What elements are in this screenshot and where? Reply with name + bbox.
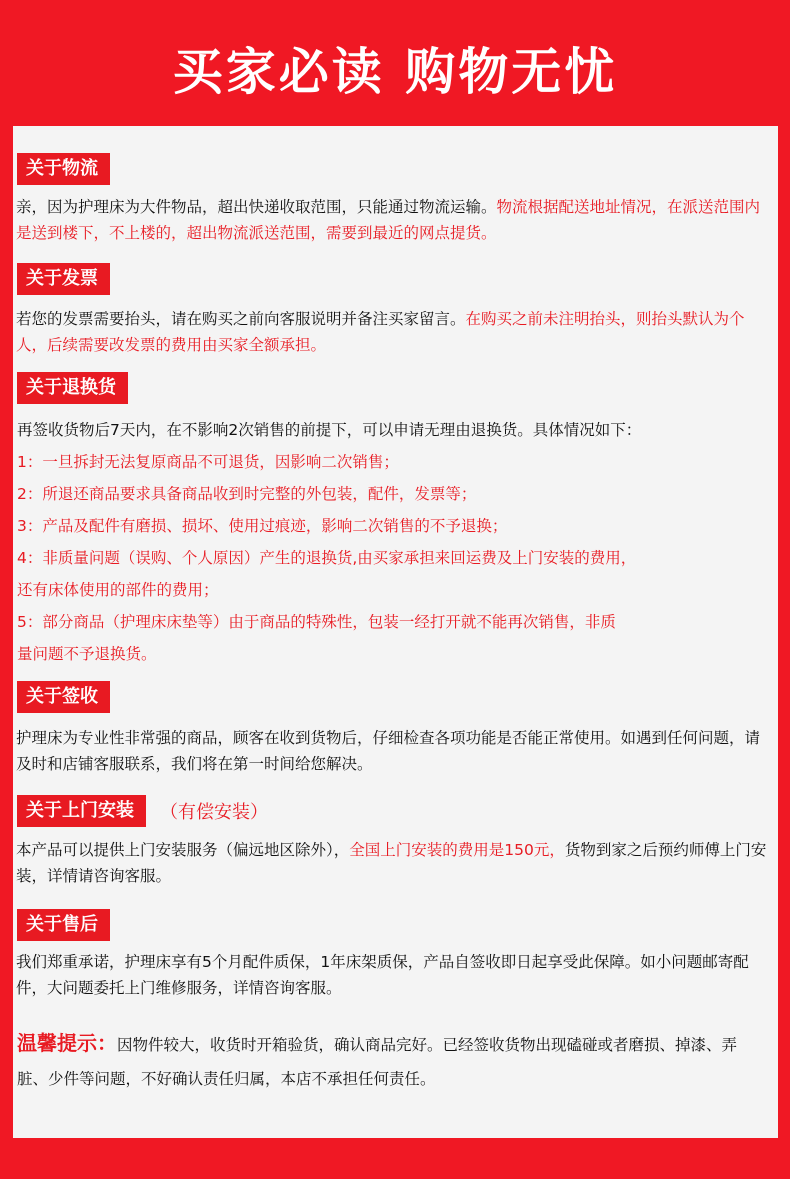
returns-item: 1：一旦拆封无法复原商品不可退货，因影响二次销售； [17, 453, 399, 471]
installation-text-black2: 货物到家之后预约师傅上门安装，详情请咨询客服。 [16, 841, 767, 885]
returns-header [17, 372, 128, 404]
returns-item: 4：非质量问题（误购、个人原因）产生的退换货,由买家承担来回运费及上门安装的费用， [17, 549, 637, 567]
returns-item: 还有床体使用的部件的费用； [17, 581, 219, 599]
aftersales-text: 我们郑重承诺，护理床享有5个月配件质保，1年床架质保，产品自签收即日起享受此保障。如小问题邮寄配件，大问题委托上门维修服务，详情咨询客服。 [16, 953, 749, 997]
tips-text: 因物件较大，收货时开箱验货，确认商品完好。已经签收货物出现磕碰或者磨损、掉漆、弄脏、少件等问题，不好确认责任归属，本店不承担任何责任。 [17, 1036, 738, 1088]
returns-intro: 再签收货物后7天内，在不影响2次销售的前提下，可以申请无理由退换货。具体情况如下： [17, 421, 642, 439]
invoice-header [17, 263, 110, 295]
returns-item: 2：所退还商品要求具备商品收到时完整的外包装，配件，发票等； [17, 485, 477, 503]
signing-header [17, 681, 110, 713]
tips [17, 1026, 767, 1096]
invoice-text-red: 在购买之前未注明抬头，则抬头默认为个人，后续需要改发票的费用由买家全额承担。 [16, 310, 745, 354]
aftersales-header [17, 909, 110, 941]
invoice-tag: 关于发票 [17, 263, 110, 295]
returns-list [17, 414, 767, 670]
invoice-text [16, 306, 774, 358]
returns-tag: 关于退换货 [17, 372, 128, 404]
signing-text: 护理床为专业性非常强的商品，顾客在收到货物后，仔细检查各项功能是否能正常使用。如遇到任何问题，请及时和店铺客服联系，我们将在第一时间给您解决。 [16, 729, 761, 773]
logistics-tag: 关于物流 [17, 153, 110, 185]
tips-label: 温馨提示： [17, 1031, 117, 1055]
logistics-text [16, 194, 774, 246]
invoice-text-black: 若您的发票需要抬头，请在购买之前向客服说明并备注买家留言。 [16, 310, 466, 328]
returns-item: 量问题不予退换货。 [17, 645, 157, 663]
logistics-header [17, 153, 110, 185]
installation-note: （有偿安装） [160, 802, 268, 823]
logistics-text-red: 物流根据配送地址情况，在派送范围内是送到楼下，不上楼的，超出物流派送范围，需要到最近的网点提货。 [16, 198, 761, 242]
page-title: 买家必读 购物无忧 [172, 43, 618, 101]
installation-header [17, 795, 268, 827]
logistics-text-black: 亲，因为护理床为大件物品，超出快递收取范围，只能通过物流运输。 [16, 198, 497, 216]
signing-tag: 关于签收 [17, 681, 110, 713]
aftersales-tag: 关于售后 [17, 909, 110, 941]
installation-text-black: 本产品可以提供上门安装服务（偏远地区除外）， [16, 841, 350, 859]
installation-text-red: 全国上门安装的费用是150元， [349, 841, 565, 859]
content-panel [13, 126, 778, 1138]
installation-tag: 关于上门安装 [17, 795, 146, 827]
installation-text [16, 837, 774, 889]
returns-item: 5：部分商品（护理床床垫等）由于商品的特殊性，包装一经打开就不能再次销售，非质 [17, 613, 616, 631]
returns-item: 3：产品及配件有磨损、损坏、使用过痕迹，影响二次销售的不予退换； [17, 517, 508, 535]
